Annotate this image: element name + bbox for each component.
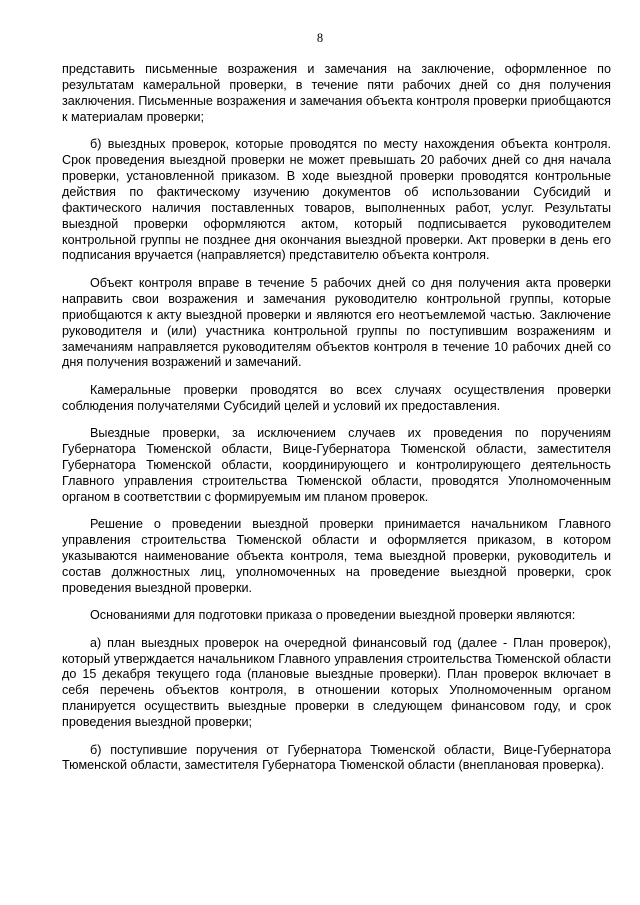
paragraph-objections: Объект контроля вправе в течение 5 рабочих дней со дня получения акта проверки направить свои возражения и замечания руководителю контрольной группы, которые приобщаются к акту выездной проверки и являются его неотъемлемой частью. Заключение руководителя и (или) участника контрольной группы по поступившим возражениям и замечаниям направляется руководителям объектов контроля в течение 10 рабочих дней со дня получения возражений и замечаний. — [62, 275, 611, 370]
paragraph-ground-a: а) план выездных проверок на очередной финансовый год (далее - План проверок), который утверждается начальником Главного управления строительства Тюменской области до 15 декабря текущего года (плановые выездные проверки). План проверок включает в себя перечень объектов контроля, в отношении которых Уполномоченным органом планируется осуществить выездные проверки в следующем финансовом году, и срок проведения выездной проверки; — [62, 635, 611, 730]
paragraph-field-inspections: б) выездных проверок, которые проводятся по месту нахождения объекта контроля. Срок проведения выездной проверки не может превышать 20 рабочих дней со дня начала проверки, установленной приказом. В ходе выездной проверки проводятся контрольные действия по фактическому изучению документов об использовании Субсидий и фактического наличия поставленных товаров, выполненных работ, услуг. Результаты выездной проверки оформляются актом, который подписывается руководителем контрольной группы не позднее дня окончания выездной проверки. Акт проверки в день его подписания вручается (направляется) представителю объекта контроля. — [62, 137, 611, 263]
paragraph-desk-inspections: Камеральные проверки проводятся во всех случаях осуществления проверки соблюдения получателями Субсидий целей и условий их предоставления. — [62, 382, 611, 413]
paragraph-ground-b: б) поступившие поручения от Губернатора Тюменской области, Вице-Губернатора Тюменской области, заместителя Губернатора Тюменской области (внеплановая проверка). — [62, 742, 611, 773]
paragraph-decision: Решение о проведении выездной проверки принимается начальником Главного управления строительства Тюменской области и оформляется приказом, в котором указываются наименование объекта контроля, тема выездной проверки, руководитель и состав должностных лиц, уполномоченных на проведение выездной проверки, срок проведения выездной проверки. — [62, 517, 611, 595]
page-number: 8 — [316, 31, 324, 45]
paragraph-continuation: представить письменные возражения и замечания на заключение, оформленное по результатам камеральной проверки, в течение пяти рабочих дней со дня получения заключения. Письменные возражения и замечания объекта контроля проверки приобщаются к материалам проверки; — [62, 62, 611, 124]
paragraph-grounds: Основаниями для подготовки приказа о проведении выездной проверки являются: — [90, 608, 576, 623]
document-body — [62, 62, 611, 786]
paragraph-field-inspections-plan: Выездные проверки, за исключением случаев их проведения по поручениям Губернатора Тюменской области, Вице-Губернатора Тюменской области, заместителя Губернатора Тюменской области, координирующего и контролирующего деятельность Главного управления строительства Тюменской области, проводятся Уполномоченным органом в соответствии с формируемым им планом проверок. — [62, 426, 611, 504]
